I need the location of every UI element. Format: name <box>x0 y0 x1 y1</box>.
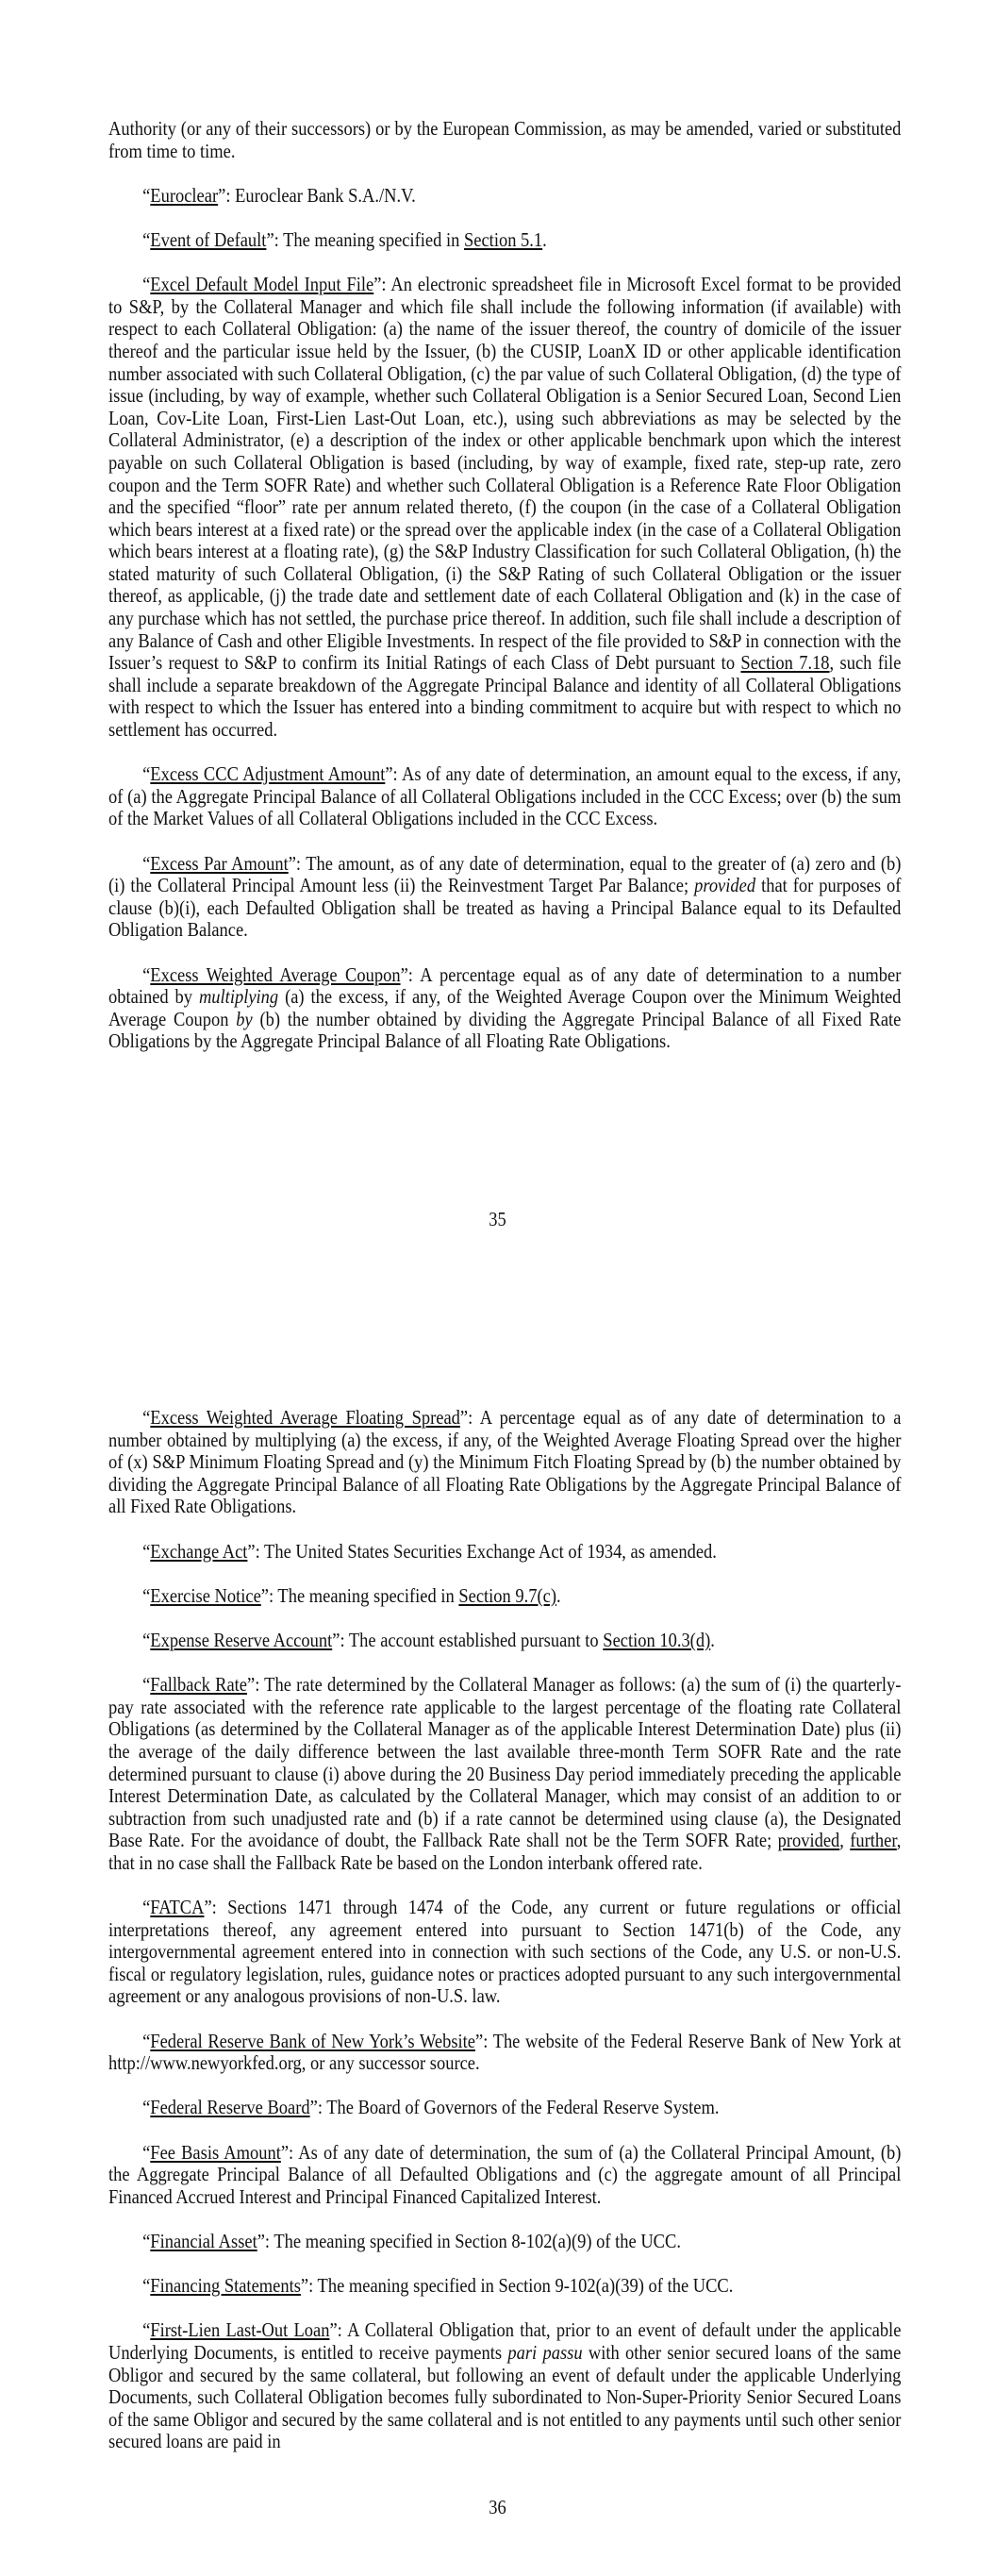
text: “ <box>142 962 151 986</box>
definition-paragraph <box>108 229 901 252</box>
text: “ <box>142 2318 151 2342</box>
text: ”: The rate determined by the Collateral Manager as follows: (a) the sum of (i) the quarterly-pay rate associated with the reference rate applicable to the largest percentage of the floating rate Collateral Obligations (as determined by the Collateral Manager as of the applicable Interest Determination Date) plus (ii) the average of the daily difference between the last available three-month Term SOFR Rate and the rate determined pursuant to clause (i) above during the 20 Business Day period immediately preceding the applicable Interest Determination Date, as calculated by the Collateral Manager, which may consist of an addition to or subtraction from such unadjusted rate and (b) if a rate cannot be determined using clause (a), the Designated Base Rate. For the avoidance of doubt, the Fallback Rate shall not be the Term SOFR Rate; <box>108 1673 902 1852</box>
text: ”: The account established pursuant to <box>332 1628 604 1651</box>
defined-term: further <box>850 1829 897 1852</box>
definition-paragraph <box>108 2097 901 2119</box>
text: ”: The meaning specified in Section 8-102(a)(9) of the UCC. <box>257 2229 681 2252</box>
defined-term: Excel Default Model Input File <box>150 273 374 296</box>
definition-paragraph <box>108 2031 901 2075</box>
defined-term: Financing Statements <box>150 2274 301 2298</box>
text: “ <box>142 2274 151 2298</box>
defined-term: Section 7.18 <box>740 651 830 675</box>
defined-term: Expense Reserve Account <box>150 1628 333 1651</box>
text: “ <box>142 2140 151 2164</box>
text: ”: Sections 1471 through 1474 of the Code, any current or future regulations or official interpretations thereof, any agreement entered into pursuant to Section 1471(b) of the Code, any intergovernmental agreement entered into in connection with such sections of the Code, any U.S. or non-U.S. fiscal or regulatory legislation, rules, guidance notes or practices adopted pursuant to any such intergovernmental agreement or any analogous provisions of non-U.S. law. <box>108 1896 902 2008</box>
text: “ <box>142 273 151 296</box>
text: ”: The meaning specified in <box>266 227 464 251</box>
definition-paragraph <box>108 1407 901 1518</box>
definition-paragraph <box>108 118 901 162</box>
defined-term: Event of Default <box>150 227 267 251</box>
page-number-text: 35 <box>489 1208 506 1230</box>
italic-text: provided <box>694 874 756 897</box>
defined-term: Federal Reserve Board <box>150 2096 310 2119</box>
text: “ <box>142 1896 151 1919</box>
text: Authority (or any of their successors) or by the European Commission, as may be amended, varied or substituted from time to time. <box>108 117 902 162</box>
text: that for purposes of clause (b)(i), each Defaulted Obligation shall be treated as having a Principal Balance equal to its Defaulted Obligation Balance. <box>108 874 902 942</box>
text: . <box>542 227 547 251</box>
definition-paragraph <box>108 2142 901 2209</box>
definition-paragraph <box>108 763 901 830</box>
defined-term: Excess Par Amount <box>150 851 289 875</box>
text: , <box>839 1829 851 1852</box>
defined-term: Excess Weighted Average Coupon <box>150 962 401 986</box>
text: “ <box>142 227 151 251</box>
definition-paragraph <box>108 1630 901 1652</box>
text: , such file shall include a separate breakdown of the Aggregate Principal Balance and identity of all Collateral Obligations with respect to which the Issuer has entered into a binding commitment to acquire but with respect to which no settlement has occurred. <box>108 651 902 742</box>
text: ”: A percentage equal as of any date of determination to a number obtained by <box>108 962 902 1009</box>
text: “ <box>142 1583 151 1607</box>
italic-text: multiplying <box>198 985 279 1009</box>
definition-paragraph <box>108 2319 901 2453</box>
text: “ <box>142 851 151 875</box>
defined-term: Exchange Act <box>150 1539 248 1563</box>
text: “ <box>142 1628 151 1651</box>
page-number <box>0 1208 995 1231</box>
italic-text: pari passu <box>507 2340 583 2364</box>
text: “ <box>142 1406 151 1429</box>
page-number-text: 36 <box>489 2496 506 2518</box>
defined-term: FATCA <box>150 1896 205 1919</box>
defined-term: Excess Weighted Average Floating Spread <box>150 1406 460 1429</box>
definition-paragraph <box>108 1897 901 2008</box>
text: ”: A Collateral Obligation that, prior to an event of default under the applicable Underlying Documents, is entitled to receive payments <box>108 2318 902 2364</box>
defined-term: provided <box>777 1829 840 1852</box>
text: ”: The meaning specified in <box>260 1583 459 1607</box>
text: ”: Euroclear Bank S.A./N.V. <box>218 183 416 207</box>
italic-text: by <box>236 1007 253 1030</box>
defined-term: Exercise Notice <box>150 1583 261 1607</box>
text: , that in no case shall the Fallback Rate be based on the London interbank offered rate. <box>108 1829 902 1874</box>
defined-term: Euroclear <box>150 183 219 207</box>
text: (a) the excess, if any, of the Weighted Average Coupon over the Minimum Weighted Average Coupon <box>108 985 902 1030</box>
text: “ <box>142 1539 151 1563</box>
defined-term: Federal Reserve Bank of New York’s Website <box>150 2029 475 2052</box>
text: ”: The amount, as of any date of determination, equal to the greater of (a) zero and (b)(i) the Collateral Principal Amount less (ii) the Reinvestment Target Par Balance; <box>108 851 902 897</box>
definition-paragraph <box>108 1674 901 1874</box>
definition-paragraph <box>108 1585 901 1608</box>
page-35-body <box>108 118 901 1076</box>
text: . <box>710 1628 715 1651</box>
text: ”: As of any date of determination, an amount equal to the excess, if any, of (a) the Aggregate Principal Balance of all Collateral Obligations included in the CCC Excess; over (b) the sum of the Market Values of all Collateral Obligations included in the CCC Excess. <box>108 762 902 830</box>
text: ”: The website of the Federal Reserve Bank of New York at http://www.newyorkfed.org, or any successor source. <box>108 2029 902 2075</box>
text: ”: An electronic spreadsheet file in Microsoft Excel format to be provided to S&P, by the Collateral Manager and which file shall include the following information (if available) with respect to each Collateral Obligation: (a) the name of the issuer thereof, the country of domicile of the issuer thereof and the particular issue held by the Issuer, (b) the CUSIP, LoanX ID or other applicable identification number associated with such Collateral Obligation, (c) the par value of such Collateral Obligation, (d) the type of issue (including, by way of example, whether such Collateral Obligation is a Senior Secured Loan, Second Lien Loan, Cov-Lite Loan, First-Lien Last-Out Loan, etc.), using such abbreviations as may be selected by the Collateral Administrator, (e) a description of the index or other applicable benchmark upon which the interest payable on such Collateral Obligation is based (including, by way of example, fixed rate, step-up rate, zero coupon and the Term SOFR Rate) and whether such Collateral Obligation is a Reference Rate Floor Obligation and the specified “floor” rate per annum related thereto, (f) the coupon (in the case of a Collateral Obligation which bears interest at a fixed rate) or the spread over the applicable index (in the case of a Collateral Obligation which bears interest at a floating rate), (g) the S&P Industry Classification for such Collateral Obligation, (h) the stated maturity of such Collateral Obligation, (i) the S&P Rating of such Collateral Obligation or the issuer thereof, as applicable, (j) the trade date and settlement date of each Collateral Obligation and (k) in the case of any purchase which has not settled, the purchase price thereof. In addition, such file shall include a description of any Balance of Cash and other Eligible Investments. In respect of the file provided to S&P in connection with the Issuer’s request to S&P to confirm its Initial Ratings of each Class of Debt pursuant to <box>108 273 902 675</box>
text: “ <box>142 2229 151 2252</box>
definition-paragraph <box>108 2231 901 2253</box>
defined-term: Section 9.7(c) <box>458 1583 557 1607</box>
definition-paragraph <box>108 2275 901 2298</box>
text: ”: The meaning specified in Section 9-102(a)(39) of the UCC. <box>300 2274 734 2298</box>
definition-paragraph <box>108 185 901 208</box>
defined-term: Fee Basis Amount <box>150 2140 281 2164</box>
definition-paragraph <box>108 964 901 1053</box>
text: “ <box>142 2029 151 2052</box>
defined-term: Financial Asset <box>150 2229 257 2252</box>
defined-term: First-Lien Last-Out Loan <box>150 2318 330 2342</box>
text: “ <box>142 762 151 786</box>
text: “ <box>142 183 151 207</box>
text: “ <box>142 2096 151 2119</box>
text: . <box>556 1583 561 1607</box>
definition-paragraph <box>108 274 901 741</box>
defined-term: Section 10.3(d) <box>603 1628 711 1651</box>
text: “ <box>142 1673 151 1697</box>
definition-paragraph <box>108 853 901 942</box>
text: ”: A percentage equal as of any date of determination to a number obtained by multiplying (a) the excess, if any, of the Weighted Average Floating Spread over the higher of (x) S&P Minimum Floating Spread and (y) the Minimum Fitch Floating Spread by (b) the number obtained by dividing the Aggregate Principal Balance of all Floating Rate Obligations by the Aggregate Principal Balance of all Fixed Rate Obligations. <box>108 1406 902 1518</box>
page-number <box>0 2496 995 2519</box>
definition-paragraph <box>108 1541 901 1564</box>
defined-term: Section 5.1 <box>463 227 543 251</box>
page-36-body <box>108 1407 901 2476</box>
text: with other senior secured loans of the same Obligor and secured by the same collateral, but following an event of default under the applicable Underlying Documents, such Collateral Obligation becomes fully subordinated to Non-Super-Priority Senior Secured Loans of the same Obligor and secured by the same collateral and is not entitled to any payments until such other senior secured loans are paid in <box>108 2340 902 2453</box>
text: (b) the number obtained by dividing the Aggregate Principal Balance of all Fixed Rate Obligations by the Aggregate Principal Balance of all Floating Rate Obligations. <box>108 1007 902 1053</box>
text: ”: As of any date of determination, the sum of (a) the Collateral Principal Amount, (b) the Aggregate Principal Balance of all Defaulted Obligations and (c) the aggregate amount of all Principal Financed Accrued Interest and Principal Financed Capitalized Interest. <box>108 2140 902 2208</box>
defined-term: Fallback Rate <box>150 1673 247 1697</box>
text: ”: The Board of Governors of the Federal Reserve System. <box>309 2096 720 2119</box>
text: ”: The United States Securities Exchange Act of 1934, as amended. <box>247 1539 717 1563</box>
defined-term: Excess CCC Adjustment Amount <box>150 762 386 786</box>
